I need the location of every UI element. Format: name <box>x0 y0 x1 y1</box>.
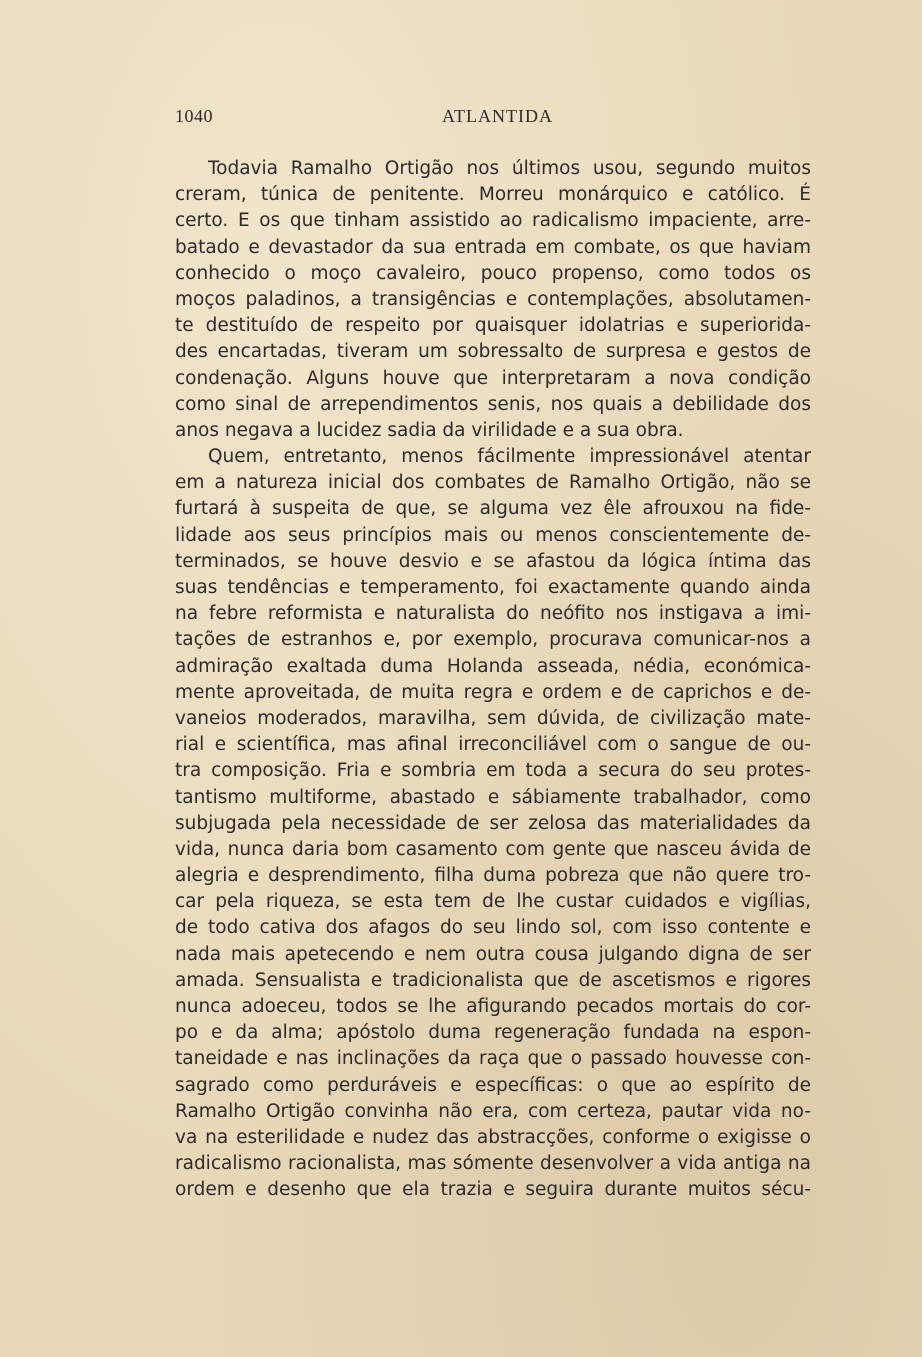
text-line: Ramalho Ortigão convinha não era, com certeza, pautar vida no- <box>175 1100 811 1122</box>
text-line: tações de estranhos e, por exemplo, procurava comunicar-nos a <box>175 629 811 651</box>
page-header <box>175 106 811 134</box>
text-line: como sinal de arrependimentos senis, nos quais a debilidade dos <box>175 393 811 415</box>
text-line: conhecido o moço cavaleiro, pouco propenso, como todos os <box>175 262 811 284</box>
text-line: anos negava a lucidez sadia da virilidade e a sua obra. <box>175 419 684 441</box>
text-line: car pela riqueza, se esta tem de lhe custar cuidados e vigílias, <box>175 891 811 913</box>
text-line: alegria e desprendimento, filha duma pobreza que não quere tro- <box>175 865 811 887</box>
text-line: sagrado como perduráveis e específicas: o que ao espírito de <box>175 1074 811 1096</box>
text-line: condenação. Alguns houve que interpretaram a nova condição <box>175 367 811 389</box>
text-line: suas tendências e temperamento, foi exactamente quando ainda <box>175 577 811 598</box>
text-line: creram, túnica de penitente. Morreu monárquico e católico. É <box>175 184 811 206</box>
text-line: subjugada pela necessidade de ser zelosa das materialidades da <box>175 812 811 834</box>
text-line: rial e scientífica, mas afinal irreconciliável com o sangue de ou- <box>175 734 811 756</box>
text-line: nada mais apetecendo e nem outra cousa julgando digna de ser <box>175 943 811 965</box>
text-line: certo. E os que tinham assistido ao radicalismo impaciente, arre- <box>175 210 811 232</box>
text-line: ordem e desenho que ela trazia e seguira durante muitos sécu- <box>175 1179 811 1201</box>
text-line: Quem, entretanto, menos fácilmente impressionável atentar <box>208 446 811 468</box>
text-line: mente aproveitada, de muita regra e ordem e de caprichos e de- <box>175 681 811 703</box>
text-line: moços paladinos, a transigências e contemplações, absolutamen- <box>175 288 811 310</box>
text-line: radicalismo racionalista, mas sómente desenvolver a vida antiga na <box>175 1153 811 1175</box>
text-line: va na esterilidade e nudez das abstracções, conforme o exigisse o <box>175 1126 811 1148</box>
text-line: nunca adoeceu, todos se lhe afigurando pecados mortais do cor- <box>175 996 811 1017</box>
text-line: vaneios moderados, maravilha, sem dúvida, de civilização mate- <box>175 707 811 729</box>
running-title: ATLANTIDA <box>442 106 553 126</box>
text-line: de todo cativa dos afagos do seu lindo sol, com isso contente e <box>175 917 811 939</box>
page-number: 1040 <box>175 106 213 126</box>
text-line: tantismo multiforme, abastado e sábiamente trabalhador, como <box>175 786 811 808</box>
text-line: tra composição. Fria e sombria em toda a secura do seu protes- <box>175 760 811 782</box>
text-line: em a natureza inicial dos combates de Ramalho Ortigão, não se <box>175 472 811 494</box>
text-line: taneidade e nas inclinações da raça que o passado houvesse con- <box>175 1048 811 1070</box>
text-line: te destituído de respeito por quaisquer idolatrias e superiorida- <box>175 315 811 337</box>
body-text <box>175 156 811 1204</box>
text-line: furtará à suspeita de que, se alguma vez êle afrouxou na fide- <box>175 498 811 520</box>
text-line: Todavia Ramalho Ortigão nos últimos usou, segundo muitos <box>208 158 811 179</box>
text-line: na febre reformista e naturalista do neófito nos instigava a imi- <box>175 603 811 625</box>
text-line: terminados, se houve desvio e se afastou da lógica íntima das <box>175 550 811 572</box>
text-line: vida, nunca daria bom casamento com gente que nasceu ávida de <box>175 838 811 860</box>
text-line: po e da alma; apóstolo duma regeneração fundada na espon- <box>175 1022 811 1044</box>
text-line: lidade aos seus princípios mais ou menos conscientemente de- <box>175 524 811 546</box>
text-line: batado e devastador da sua entrada em combate, os que haviam <box>175 236 811 258</box>
text-line: amada. Sensualista e tradicionalista que de ascetismos e rigores <box>175 969 811 991</box>
text-line: des encartadas, tiveram um sobressalto de surpresa e gestos de <box>175 341 811 363</box>
text-line: admiração exaltada duma Holanda asseada, nédia, económica- <box>175 655 811 677</box>
